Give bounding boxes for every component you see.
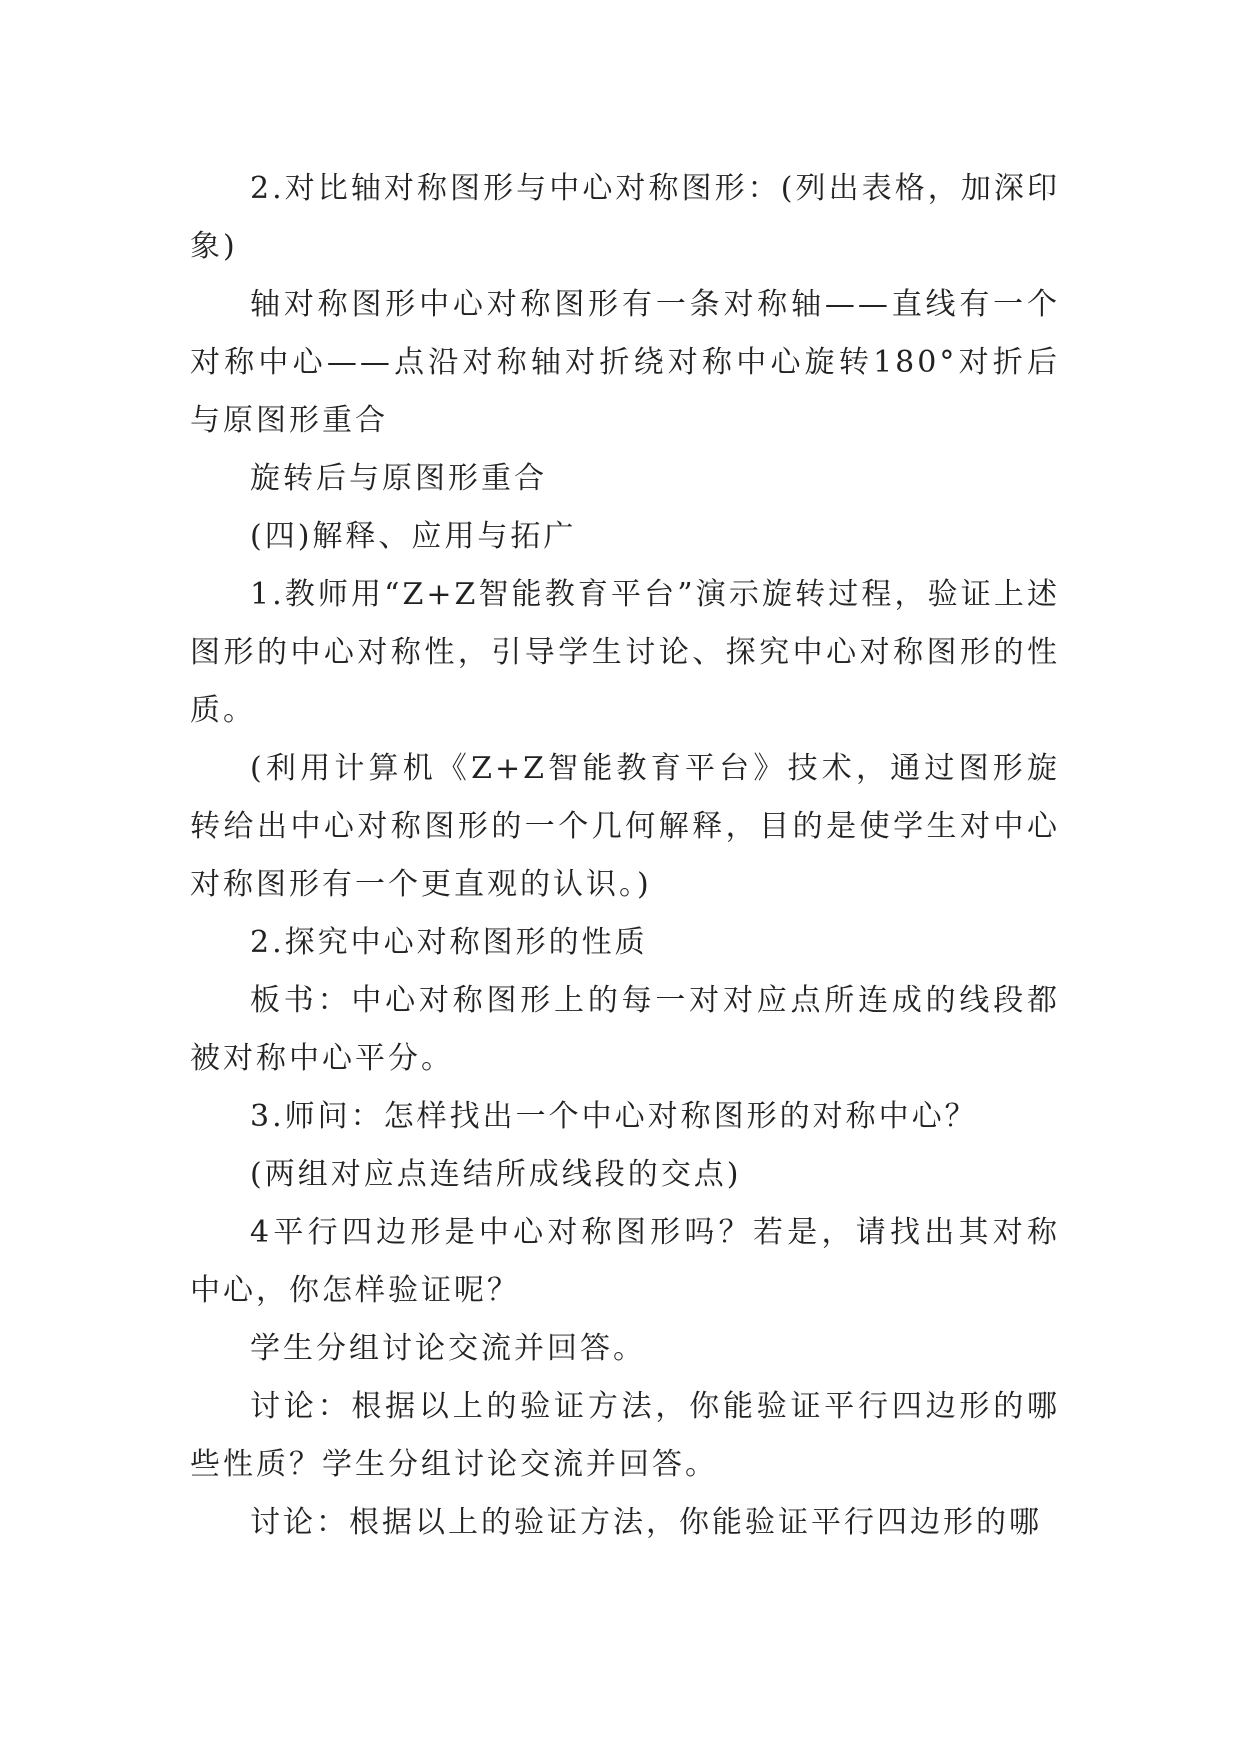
paragraph-comparison-table-text: 轴对称图形中心对称图形有一条对称轴——直线有一个对称中心——点沿对称轴对折绕对称中心旋转180°对折后与原图形重合 (190, 287, 1060, 438)
paragraph-board-notes: 板书：中心对称图形上的每一对对应点所连成的线段都被对称中心平分。 (190, 983, 1060, 1076)
paragraph-discussion-2: 讨论：根据以上的验证方法，你能验证平行四边形的哪 (250, 1505, 1042, 1540)
paragraph-computer-explanation: (利用计算机《Z+Z智能教育平台》技术，通过图形旋转给出中心对称图形的一个几何解释，目的是使学生对中心对称图形有一个更直观的认识。) (190, 751, 1060, 902)
paragraph-compare-figures: 2.对比轴对称图形与中心对称图形：(列出表格，加深印象) (190, 171, 1060, 264)
paragraph-teacher-question: 3.师问：怎样找出一个中心对称图形的对称中心？ (250, 1099, 978, 1134)
paragraph-answer-hint: (两组对应点连结所成线段的交点) (250, 1157, 742, 1192)
section-heading-application: (四)解释、应用与拓广 (250, 519, 577, 554)
paragraph-explore-properties: 2.探究中心对称图形的性质 (250, 925, 648, 960)
paragraph-parallelogram-question: 4平行四边形是中心对称图形吗？若是，请找出其对称中心，你怎样验证呢？ (190, 1215, 1060, 1308)
paragraph-rotation-overlap: 旋转后与原图形重合 (250, 461, 547, 496)
paragraph-group-discussion: 学生分组讨论交流并回答。 (250, 1331, 646, 1366)
paragraph-discussion-1: 讨论：根据以上的验证方法，你能验证平行四边形的哪些性质？学生分组讨论交流并回答。 (190, 1389, 1060, 1482)
paragraph-teacher-demo: 1.教师用“Z+Z智能教育平台”演示旋转过程，验证上述图形的中心对称性，引导学生讨论、探究中心对称图形的性质。 (190, 577, 1060, 728)
document-body (190, 160, 1060, 1552)
